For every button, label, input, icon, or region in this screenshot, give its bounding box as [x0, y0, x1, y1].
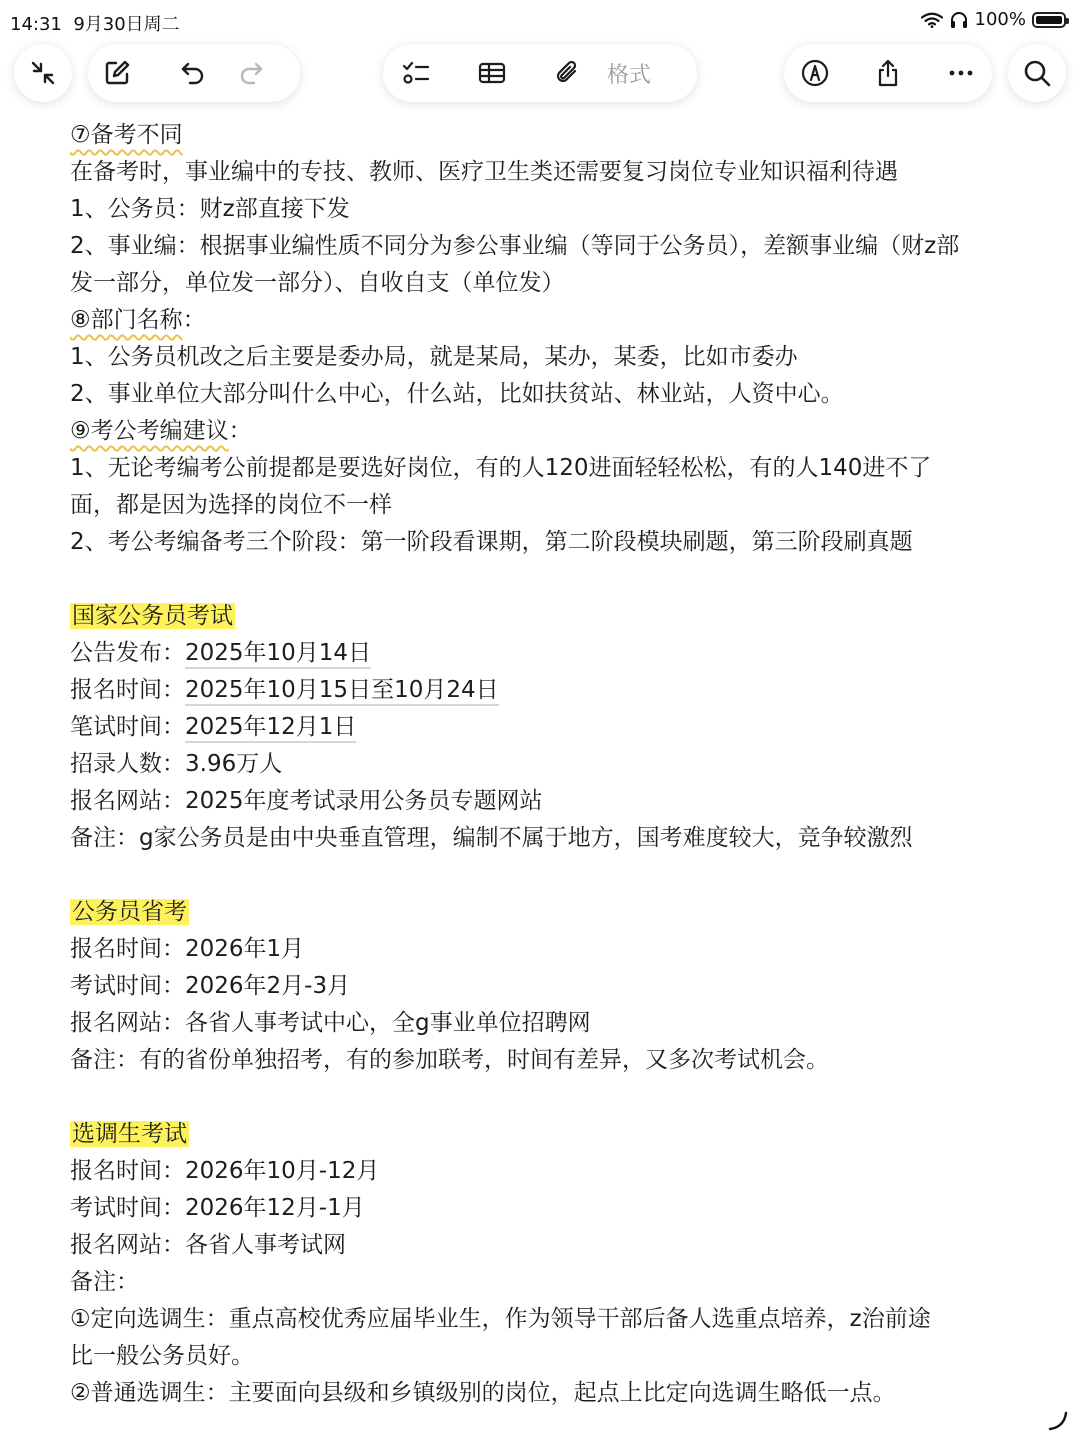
note-line: 2、考公考编备考三个阶段：第一阶段看课期，第二阶段模块刷题，第三阶段刷真题	[70, 529, 913, 555]
section-8-colon: ：	[182, 307, 206, 333]
share-icon[interactable]	[859, 44, 917, 102]
note-line: 1、无论考编考公前提都是要选好岗位，有的人120进面轻轻松松，有的人140进不了	[70, 455, 932, 481]
register-date-link[interactable]: 2025年10月15日至10月24日	[185, 677, 499, 706]
status-bar	[0, 0, 1080, 40]
search-button[interactable]	[1008, 44, 1066, 102]
battery-percent: 100%	[974, 9, 1026, 30]
section-8-title: ⑧部门名称	[70, 307, 183, 333]
note-line: 报名时间：2026年10月-12月	[70, 1158, 380, 1184]
toolbar	[0, 44, 1080, 102]
blank-line	[70, 561, 1010, 598]
edit-group	[88, 44, 300, 102]
undo-icon[interactable]	[164, 44, 222, 102]
provincial-exam-heading	[70, 894, 1010, 931]
written-date-link[interactable]: 2025年12月1日	[185, 714, 356, 743]
national-written	[70, 709, 1010, 746]
status-time: 14:31	[10, 14, 62, 35]
written-label: 笔试时间：	[70, 714, 185, 740]
note-line: 报名时间：2026年1月	[70, 936, 305, 962]
national-announce	[70, 635, 1010, 672]
checklist-icon[interactable]	[387, 44, 445, 102]
blank-line	[70, 857, 1010, 894]
national-exam-title: 国家公务员考试	[72, 603, 233, 629]
note-line: 2、事业编：根据事业编性质不同分为参公事业编（等同于公务员），差额事业编（财z部	[70, 233, 960, 259]
note-line: 招录人数：3.96万人	[70, 751, 283, 777]
note-line: 发一部分，单位发一部分）、自收自支（单位发）	[70, 270, 565, 296]
status-time-date	[10, 10, 180, 36]
note-line: 1、公务员：财z部直接下发	[70, 196, 350, 222]
note-line: ①定向选调生：重点高校优秀应届毕业生，作为领导干部后备人选重点培养，z治前途	[70, 1306, 931, 1332]
collapse-button[interactable]	[14, 44, 72, 102]
resize-corner-icon[interactable]	[1046, 1408, 1070, 1432]
announce-date-link[interactable]: 2025年10月14日	[185, 640, 371, 669]
action-group	[784, 44, 992, 102]
section-9-heading	[70, 413, 1010, 450]
attachment-icon[interactable]	[539, 44, 597, 102]
status-date: 9月30日周二	[73, 14, 180, 35]
announce-label: 公告发布：	[70, 640, 185, 666]
section-9-colon: ：	[228, 418, 252, 444]
note-line: ②普通选调生：主要面向县级和乡镇级别的岗位，起点上比定向选调生略低一点。	[70, 1380, 896, 1406]
more-icon[interactable]	[932, 44, 990, 102]
table-icon[interactable]	[463, 44, 521, 102]
section-7-heading	[70, 117, 1010, 154]
battery-icon	[1032, 12, 1066, 28]
search-icon[interactable]	[1008, 44, 1066, 102]
note-line: 备注：有的省份单独招考，有的参加联考，时间有差异，又多次考试机会。	[70, 1047, 829, 1073]
insert-group	[383, 44, 697, 102]
selection-exam-title: 选调生考试	[72, 1121, 187, 1147]
markup-icon[interactable]	[786, 44, 844, 102]
headphones-icon	[949, 11, 969, 29]
status-right	[921, 9, 1066, 30]
note-line: 比一般公务员好。	[70, 1343, 254, 1369]
note-line: 考试时间：2026年12月-1月	[70, 1195, 365, 1221]
section-7-title: ⑦备考不同	[70, 122, 183, 148]
note-line: 考试时间：2026年2月-3月	[70, 973, 351, 999]
collapse-icon[interactable]	[14, 44, 72, 102]
register-label: 报名时间：	[70, 677, 185, 703]
note-line: 2、事业单位大部分叫什么中心，什么站，比如扶贫站、林业站，人资中心。	[70, 381, 844, 407]
note-line: 报名网站：2025年度考试录用公务员专题网站	[70, 788, 543, 814]
note-line: 备注：g家公务员是由中央垂直管理，编制不属于地方，国考难度较大，竞争较激烈	[70, 825, 913, 851]
format-button[interactable]: 格式	[607, 62, 652, 88]
section-8-heading	[70, 302, 1010, 339]
national-register	[70, 672, 1010, 709]
note-line: 报名网站：各省人事考试网	[70, 1232, 346, 1258]
national-exam-heading	[70, 598, 1010, 635]
note-line: 面，都是因为选择的岗位不一样	[70, 492, 392, 518]
note-body[interactable]	[70, 117, 1010, 1412]
redo-icon[interactable]	[222, 44, 280, 102]
blank-line	[70, 1079, 1010, 1116]
note-line: 在备考时，事业编中的专技、教师、医疗卫生类还需要复习岗位专业知识福利待遇	[70, 159, 898, 185]
provincial-exam-title: 公务员省考	[72, 899, 187, 925]
wifi-icon	[921, 12, 943, 28]
note-line: 报名网站：各省人事考试中心，全g事业单位招聘网	[70, 1010, 591, 1036]
note-line: 1、公务员机改之后主要是委办局，就是某局，某办，某委，比如市委办	[70, 344, 798, 370]
compose-icon[interactable]	[88, 44, 146, 102]
note-line: 备注：	[70, 1269, 139, 1295]
section-9-title: ⑨考公考编建议	[70, 418, 229, 444]
selection-exam-heading	[70, 1116, 1010, 1153]
